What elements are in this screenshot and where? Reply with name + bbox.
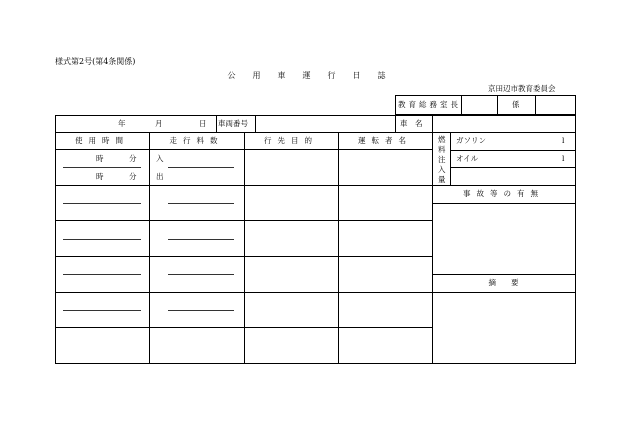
time-out-hour-label: 時: [96, 154, 104, 163]
issuer: 京田辺市教育委員会: [488, 84, 556, 93]
distance-in-label: 入: [156, 154, 164, 163]
time-in-hour-label: 時: [96, 172, 104, 181]
page-title: 公用車運行日誌: [227, 71, 403, 80]
month-label: 月: [155, 119, 163, 128]
clerk-label: 係: [512, 100, 520, 109]
director-stamp-field[interactable]: [462, 96, 496, 113]
vehicle-name-label: 車 名: [400, 119, 423, 128]
vehicle-number-label: 車両番号: [218, 119, 248, 128]
column-header-driver: 運転者名: [358, 136, 412, 145]
accident-label: 事故等の有無: [463, 189, 544, 198]
fuel-gasoline-unit: l: [562, 136, 565, 145]
fuel-header: 燃料注入量: [438, 135, 446, 184]
time-in-minute-label: 分: [129, 172, 137, 181]
director-label: 教育総務室長: [398, 100, 461, 109]
distance-out-label: 出: [156, 172, 164, 181]
year-label: 年: [118, 119, 126, 128]
column-header-distance: 走行料数: [169, 136, 224, 145]
remarks-field[interactable]: [433, 293, 574, 362]
driver-field-1[interactable]: [339, 150, 431, 184]
time-out-minute-label: 分: [129, 154, 137, 163]
destination-field-1[interactable]: [245, 150, 337, 184]
accident-field[interactable]: [433, 204, 574, 273]
column-header-usage-time: 使用時間: [75, 136, 129, 145]
fuel-extra-field[interactable]: [451, 168, 574, 184]
fuel-oil-unit: l: [562, 154, 565, 163]
day-label: 日: [199, 119, 207, 128]
fuel-oil-label: オイル: [456, 154, 479, 163]
form-reference: 様式第2号(第4条関係): [55, 57, 136, 66]
column-header-destination: 行先目的: [264, 136, 318, 145]
fuel-gasoline-label: ガソリン: [456, 136, 486, 145]
clerk-stamp-field[interactable]: [536, 96, 574, 113]
vehicle-number-field[interactable]: [256, 116, 394, 131]
vehicle-name-field[interactable]: [433, 116, 574, 131]
remarks-label: 摘 要: [488, 278, 519, 287]
